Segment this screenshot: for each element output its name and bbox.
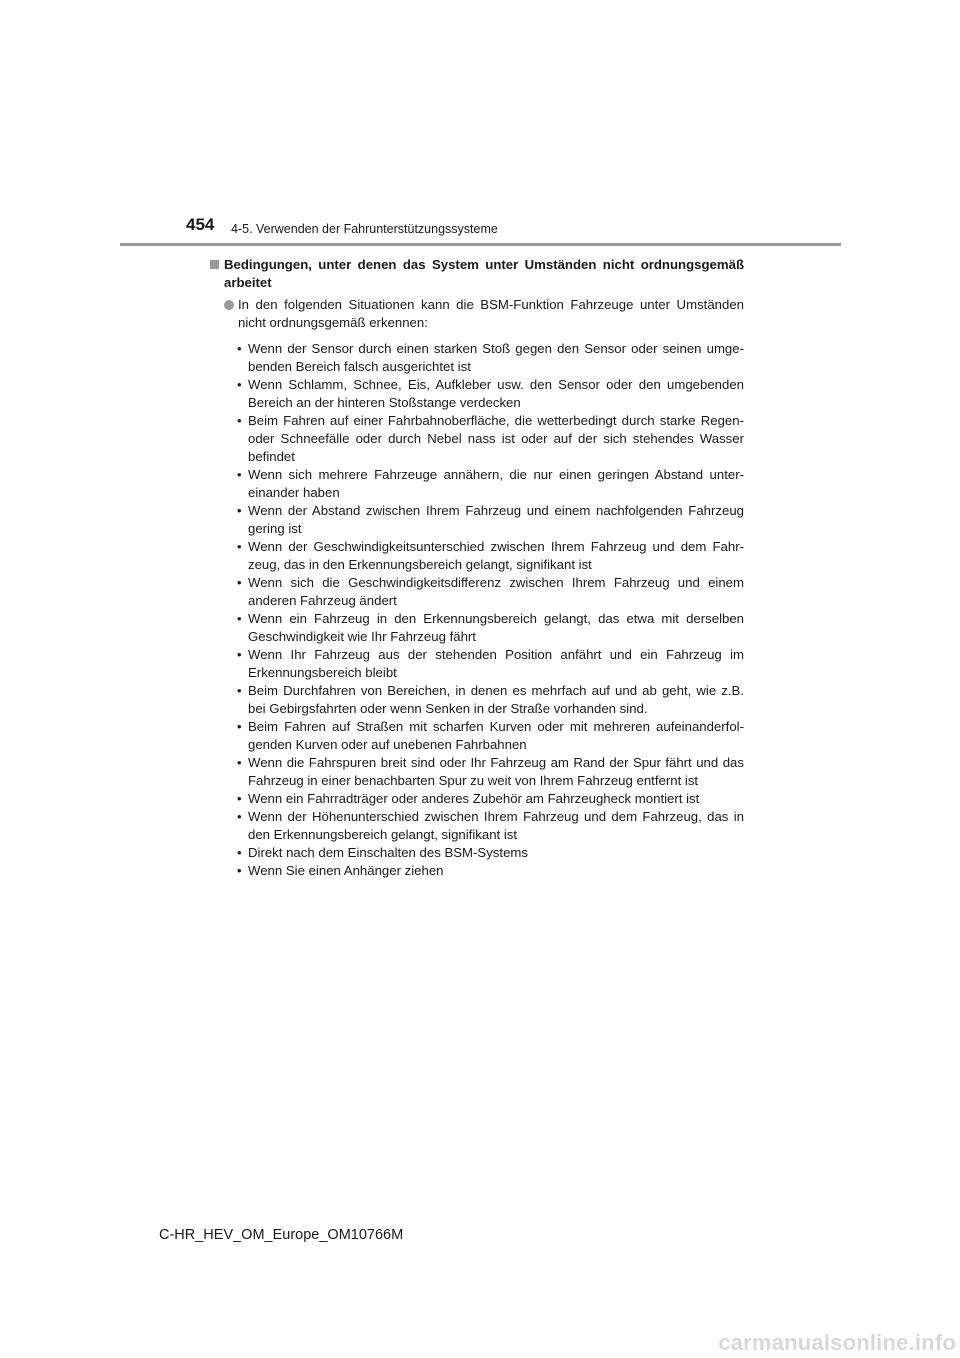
- bullet-dot-icon: •: [237, 611, 242, 626]
- list-item: [210, 340, 744, 376]
- bullet-dot-icon: •: [237, 791, 242, 806]
- list-item-text: Wenn der Sensor durch einen starken Stoß gegen den Sensor oder seinen umge-benden Bereich falsch ausgerichtet ist: [248, 341, 744, 374]
- content: [210, 256, 744, 880]
- bullet-dot-icon: •: [237, 413, 242, 428]
- list-item-text: Wenn ein Fahrzeug in den Erkennungsbereich gelangt, das etwa mit derselben Geschwindigkeit wie Ihr Fahrzeug fährt: [248, 611, 744, 644]
- list-item-text: Beim Fahren auf Straßen mit scharfen Kurven oder mit mehreren aufeinanderfol-genden Kurven oder auf unebenen Fahrbahnen: [248, 719, 744, 752]
- bullet-dot-icon: •: [237, 377, 242, 392]
- list-item-text: Wenn die Fahrspuren breit sind oder Ihr Fahrzeug am Rand der Spur fährt und das Fahrzeug in einer benachbarten Spur zu weit von Ihrem Fahrzeug entfernt ist: [248, 755, 744, 788]
- list-item: [210, 808, 744, 844]
- list-item: [210, 790, 744, 808]
- list-item-text: Beim Durchfahren von Bereichen, in denen es mehrfach auf und ab geht, wie z.B. bei Gebirgsfahrten oder wenn Senken in der Straße vorhanden sind.: [248, 683, 744, 716]
- list-item: [210, 718, 744, 754]
- list-item: [210, 538, 744, 574]
- list-item: [210, 376, 744, 412]
- list-item: [210, 682, 744, 718]
- bullet-dot-icon: •: [237, 341, 242, 356]
- list-item-text: Wenn Sie einen Anhänger ziehen: [248, 863, 444, 878]
- bullet-dot-icon: •: [237, 647, 242, 662]
- condition-list: [210, 340, 744, 880]
- section-heading-text: Bedingungen, unter denen das System unter Umständen nicht ordnungsgemäß arbeitet: [224, 257, 744, 290]
- bullet-dot-icon: •: [237, 845, 242, 860]
- watermark-logo: carmanualsonline.info: [718, 1330, 956, 1355]
- list-item-text: Wenn der Abstand zwischen Ihrem Fahrzeug und einem nachfolgenden Fahrzeug gering ist: [248, 503, 744, 536]
- header-rule: [120, 243, 841, 246]
- list-item: [210, 754, 744, 790]
- bullet-dot-icon: •: [237, 755, 242, 770]
- bullet-dot-icon: •: [237, 539, 242, 554]
- list-item: [210, 862, 744, 880]
- page-number: 454: [186, 215, 215, 234]
- bullet-dot-icon: •: [237, 503, 242, 518]
- square-bullet-icon: [210, 260, 219, 269]
- list-item-text: Wenn sich die Geschwindigkeitsdifferenz zwischen Ihrem Fahrzeug und einem anderen Fahrzeug ändert: [248, 575, 744, 608]
- intro-paragraph: [210, 296, 744, 332]
- list-item: [210, 412, 744, 466]
- list-item: [210, 844, 744, 862]
- circle-bullet-icon: [224, 300, 234, 310]
- list-item-text: Wenn der Geschwindigkeitsunterschied zwischen Ihrem Fahrzeug und dem Fahr-zeug, das in den Erkennungsbereich gelangt, signifikant ist: [248, 539, 744, 572]
- list-item: [210, 610, 744, 646]
- bullet-dot-icon: •: [237, 863, 242, 878]
- list-item-text: Direkt nach dem Einschalten des BSM-Systems: [248, 845, 528, 860]
- bullet-dot-icon: •: [237, 575, 242, 590]
- list-item-text: Wenn Schlamm, Schnee, Eis, Aufkleber usw. den Sensor oder den umgebenden Bereich an der hinteren Stoßstange verdecken: [248, 377, 744, 410]
- list-item: [210, 502, 744, 538]
- list-item: [210, 646, 744, 682]
- bullet-dot-icon: •: [237, 683, 242, 698]
- chapter-title: 4-5. Verwenden der Fahrunterstützungssysteme: [231, 222, 498, 236]
- footer-document-id: C-HR_HEV_OM_Europe_OM10766M: [159, 1227, 404, 1243]
- list-item-text: Wenn Ihr Fahrzeug aus der stehenden Position anfährt und ein Fahrzeug im Erkennungsbereich bleibt: [248, 647, 744, 680]
- bullet-dot-icon: •: [237, 467, 242, 482]
- section-heading: [210, 256, 744, 292]
- list-item-text: Beim Fahren auf einer Fahrbahnoberfläche, die wetterbedingt durch starke Regen- oder Schneefälle oder durch Nebel nass ist oder auf der sich stehendes Wasser befindet: [248, 413, 744, 464]
- bullet-dot-icon: •: [237, 719, 242, 734]
- intro-text: In den folgenden Situationen kann die BSM-Funktion Fahrzeuge unter Umständen nicht ordnungsgemäß erkennen:: [238, 297, 744, 330]
- list-item-text: Wenn der Höhenunterschied zwischen Ihrem Fahrzeug und dem Fahrzeug, das in den Erkennungsbereich gelangt, signifikant ist: [248, 809, 744, 842]
- list-item: [210, 466, 744, 502]
- list-item-text: Wenn ein Fahrradträger oder anderes Zubehör am Fahrzeugheck montiert ist: [248, 791, 700, 806]
- bullet-dot-icon: •: [237, 809, 242, 824]
- list-item: [210, 574, 744, 610]
- list-item-text: Wenn sich mehrere Fahrzeuge annähern, die nur einen geringen Abstand unter-einander haben: [248, 467, 744, 500]
